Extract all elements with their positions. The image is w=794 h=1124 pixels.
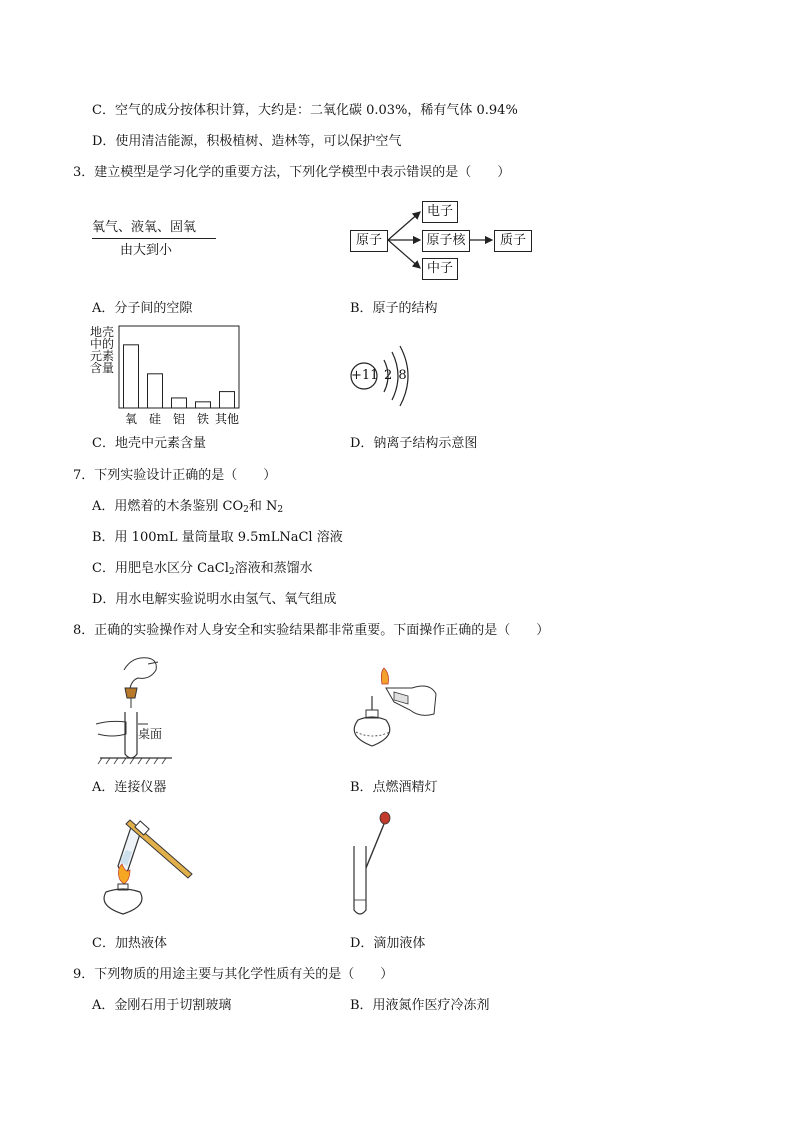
proton-box: 质子	[494, 230, 532, 252]
q9-stem: 9．下列物质的用途主要与其化学性质有关的是（ ）	[73, 967, 394, 982]
figure-a-line1: 氧气、液氧、固氧	[92, 220, 197, 235]
chart-bar-0	[124, 345, 139, 408]
q3-option-c: C．地壳中元素含量	[92, 436, 206, 451]
q7-option-d: D．用水电解实验说明水由氢气、氧气组成	[92, 592, 337, 607]
chart-bar-4	[220, 392, 235, 408]
chart-category-label-2: 铝	[172, 412, 186, 426]
q8-option-b: B．点燃酒精灯	[350, 780, 438, 795]
q3-option-b: B．原子的结构	[350, 301, 438, 316]
q3-figure-d	[348, 340, 418, 410]
q3-figure-b	[348, 197, 533, 283]
q9-option-b: B．用液氮作医疗冷冻剂	[350, 998, 490, 1013]
atom-box: 原子	[350, 230, 388, 252]
figure-a-line2: 由大到小	[120, 243, 173, 258]
q7-option-c	[92, 561, 313, 580]
q8-figure-d	[348, 810, 396, 920]
q8-figure-c	[96, 814, 200, 918]
q7-c-text2: 溶液和蒸馏水	[234, 561, 313, 576]
q3-figure-a	[92, 220, 222, 262]
q7-option-b: B．用 100mL 量筒量取 9.5mLNaCl 溶液	[92, 530, 343, 545]
q3-option-a: A．分子间的空隙	[92, 301, 193, 316]
q7-a-sub1: 2	[243, 505, 249, 515]
q8-option-c: C．加热液体	[92, 936, 167, 951]
q3-option-d: D．钠离子结构示意图	[350, 436, 478, 451]
neutron-box: 中子	[422, 258, 458, 280]
chart-category-label-0: 氧	[124, 412, 138, 426]
connect-apparatus-illustration	[92, 650, 182, 772]
q7-a-text2: 和 N	[248, 499, 278, 514]
q3-stem: 3．建立模型是学习化学的重要方法，下列化学模型中表示错误的是（ ）	[73, 165, 511, 180]
chart-y-label-line: 元素	[90, 349, 115, 363]
q7-c-text1: C．用肥皂水区分 CaCl	[92, 561, 229, 576]
electron-box: 电子	[422, 201, 458, 223]
chart-y-label-line: 中的	[90, 337, 115, 351]
q2-option-c: C．空气的成分按体积计算，大约是：二氧化碳 0.03%，稀有气体 0.94%	[92, 103, 518, 118]
figure-a-underline	[92, 238, 216, 239]
q3-figure-c-chart	[90, 324, 250, 428]
nucleus-charge: +11	[351, 368, 379, 383]
q8-stem: 8．正确的实验操作对人身安全和实验结果都非常重要。下面操作正确的是（ ）	[73, 623, 550, 638]
chart-bar-1	[148, 374, 163, 408]
q7-c-sub: 2	[228, 567, 235, 577]
q8-option-a: A．连接仪器	[92, 780, 167, 795]
chart-y-label-line: 含量	[90, 361, 115, 375]
drop-liquid-illustration	[348, 810, 396, 920]
q7-a-text1: A．用燃着的木条鉴别 CO	[92, 499, 244, 514]
table-label: 桌面	[138, 727, 163, 741]
q7-stem: 7．下列实验设计正确的是（ ）	[73, 468, 277, 483]
q8-figure-a	[92, 650, 182, 772]
q8-figure-b	[350, 666, 442, 752]
q7-option-a	[92, 499, 283, 518]
electron-shells: 2 8	[384, 368, 407, 383]
nucleus-box: 原子核	[422, 230, 470, 252]
chart-y-label-line: 地壳	[90, 325, 115, 339]
chart-plot-area	[90, 324, 250, 428]
q2-option-d: D．使用清洁能源，积极植树、造林等，可以保护空气	[92, 134, 402, 149]
q7-a-sub2: 2	[277, 505, 284, 515]
light-lamp-illustration	[350, 666, 442, 752]
q9-option-a: A．金刚石用于切割玻璃	[92, 998, 232, 1013]
heat-liquid-illustration	[96, 814, 200, 918]
chart-category-label-4: 其他	[214, 412, 240, 426]
chart-category-label-3: 铁	[196, 412, 210, 426]
q8-option-d: D．滴加液体	[350, 936, 426, 951]
chart-bar-2	[172, 398, 187, 408]
chart-category-label-1: 硅	[148, 412, 162, 426]
chart-bar-3	[196, 402, 211, 408]
